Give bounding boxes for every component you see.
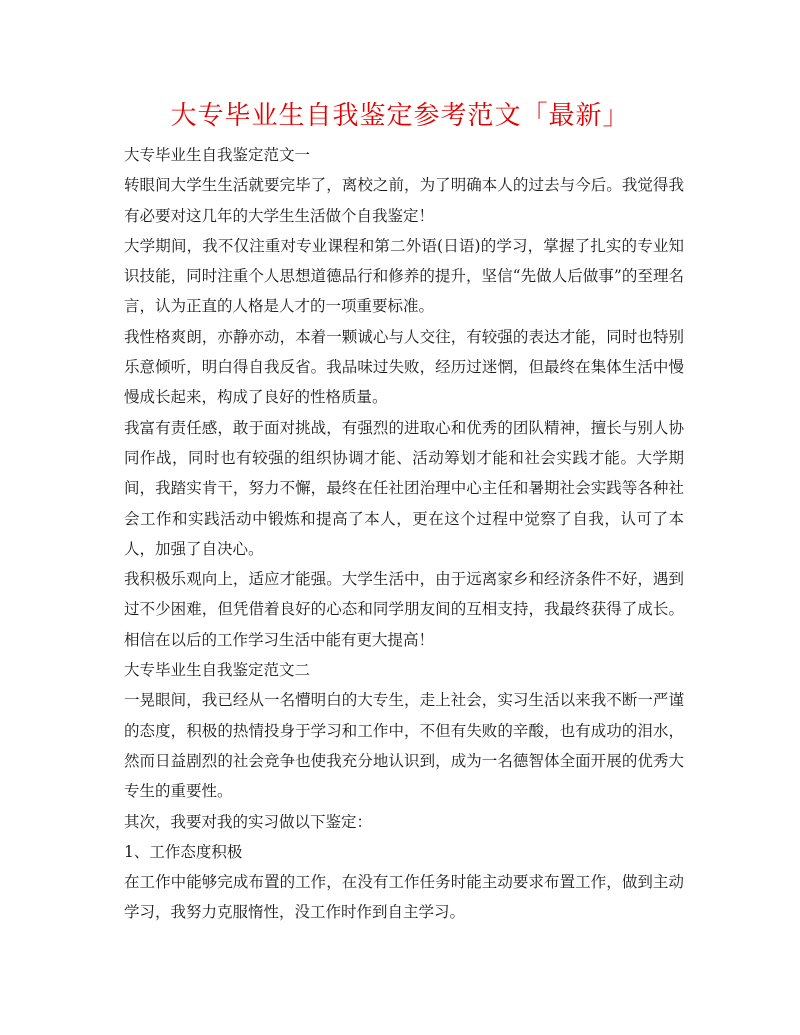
paragraph-intro: 转眼间大学生生活就要完毕了，离校之前，为了明确本人的过去与今后。我觉得我有必要对这几年的大学生生活做个自我鉴定！ bbox=[124, 176, 684, 225]
paragraph-next: 其次，我要对我的实习做以下鉴定： bbox=[124, 812, 373, 831]
paragraph-internship: 一晃眼间，我已经从一名懵明白的大专生，走上社会，实习生活以来我不断一严谨的态度，积极的热情投身于学习和工作中，不但有失败的辛酸，也有成功的泪水，然而日益剧烈的社会竞争也使我充分地认识到，成为一名德智体全面开展的优秀大专生的重要性。 bbox=[124, 691, 684, 801]
paragraph-study: 大学期间，我不仅注重对专业课程和第二外语(日语)的学习，掌握了扎实的专业知识技能，同时注重个人思想道德品行和修养的提升，坚信“先做人后做事”的至理名言，认为正直的人格是人才的一项重要标准。 bbox=[124, 236, 684, 316]
list-item-heading: 1、工作态度积极 bbox=[124, 842, 243, 861]
paragraph-attitude: 在工作中能够完成布置的工作，在没有工作任务时能主动要求布置工作，做到主动学习，我努力克服惰性，没工作时作到自主学习。 bbox=[124, 873, 684, 922]
section-heading-1: 大专毕业生自我鉴定范文一 bbox=[124, 146, 311, 164]
document-title: 大专毕业生自我鉴定参考范文「最新」 bbox=[170, 101, 630, 131]
document-body bbox=[124, 140, 684, 928]
paragraph-personality: 我性格爽朗，亦静亦动，本着一颗诚心与人交往，有较强的表达才能，同时也特别乐意倾听，明白得自我反省。我品味过失败，经历过迷惘，但最终在集体生活中慢慢成长起来，构成了良好的性格质量。 bbox=[124, 327, 684, 407]
paragraph-optimism: 我积极乐观向上，适应才能强。大学生活中，由于远离家乡和经济条件不好，遇到过不少困难，但凭借着良好的心态和同学朋友间的互相支持，我最终获得了成长。相信在以后的工作学习生活中能有更大提高！ bbox=[124, 570, 684, 649]
section-heading-2: 大专毕业生自我鉴定范文二 bbox=[124, 661, 311, 680]
paragraph-responsibility: 我富有责任感，敢于面对挑战，有强烈的进取心和优秀的团队精神，擅长与别人协同作战，同时也有较强的组织协调才能、活动筹划才能和社会实践才能。大学期间，我踏实肯干，努力不懈，最终在任社团治理中心主任和暑期社会实践等各种社会工作和实践活动中锻炼和提高了本人，更在这个过程中觉察了自我，认可了本人，加强了自决心。 bbox=[124, 418, 684, 558]
